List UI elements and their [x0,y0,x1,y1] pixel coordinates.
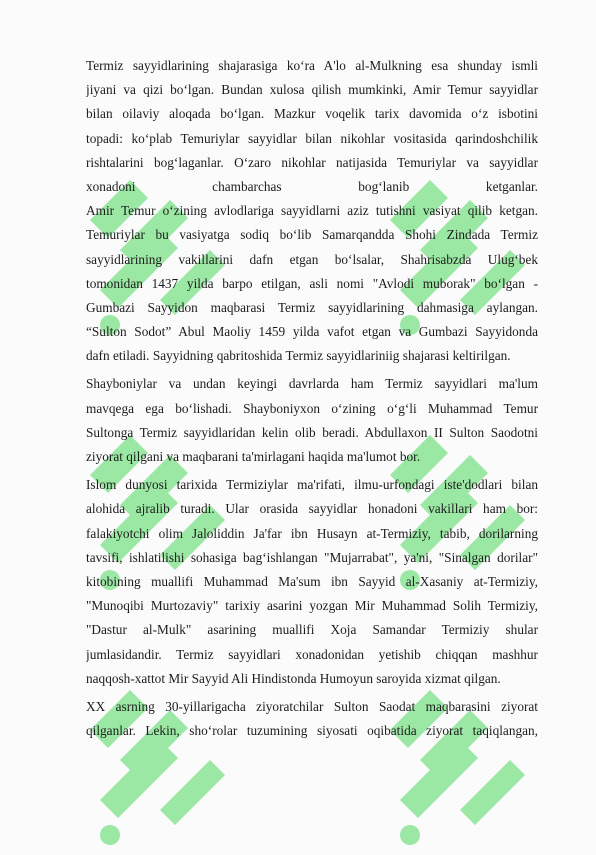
text-line: Termiz sayyidlarining shajarasiga ko‘ra A'lo al-Mulkning esa shunday ismli [86,58,538,73]
text-line: jumlasidandir. Termiz sayyidlari xonadonidan yetishib chiqqan mashhur [86,646,538,662]
paragraph [86,473,538,691]
paragraph [86,695,538,743]
text-line: “Sulton Sodot” Abul Maoliy 1459 yilda vafot etgan va Gumbazi Sayyidonda [86,324,538,340]
paragraph [86,372,538,469]
text-line: alohida ajralib turadi. Ular orasida sayyidlar honadoni vakillari ham bor: [86,501,538,517]
paragraph [86,54,538,368]
text-line: Sultonga Termiz sayyidlaridan kelin olib beradi. Abdullaxon II Sulton Saodotni [86,424,538,440]
text-line: tavsifi, ishlatilishi sohasiga bag‘ishlangan "Mujarrabat", ya'ni, "Sinalgan dorilar" [86,549,538,565]
text-line: bilan oilaviy aloqada bo‘lgan. Mazkur voqelik tarix davomida o‘z isbotini [86,106,538,122]
text-line: kitobining muallifi Muhammad Ma'sum ibn Sayyid al-Xasaniy at-Termiziy, [86,573,538,589]
text-line: Islom dunyosi tarixida Termiziylar ma'rifati, ilmu-urfondagi iste'dodlari bilan [86,477,538,493]
text-line: qilganlar. Lekin, sho‘rolar tuzumining siyosati oqibatida ziyorat taqiqlangan, [86,723,538,739]
text-line: Amir Temur o‘zining avlodlariga sayyidlarni aziz tutishni vasiyat qilib ketgan. [86,203,538,219]
text-line: jiyani va qizi bo‘lgan. Bundan xulosa qilish mumkinki, Amir Temur sayyidlar [86,82,538,98]
text-line: naqqosh-xattot Mir Sayyid Ali Hindistonda Humoyun saroyida xizmat qilgan. [86,670,501,686]
text-line: Shayboniylar va undan keyingi davrlarda ham Termiz sayyidlari ma'lum [86,376,538,392]
text-line: "Dastur al-Mulk" asarining muallifi Xoja Samandar Termiziy shular [86,622,538,638]
text-line: ziyorat qilgani va maqbarani ta'mirlagani haqida ma'lumot bor. [86,449,421,464]
text-line: dafn etiladi. Sayyidning qabritoshida Termiz sayyidlariniig shajarasi keltirilgan. [86,348,511,364]
text-line: tomonidan 1437 yilda barpo etilgan, asli nomi "Avlodi muborak" bo‘lgan - [86,275,538,291]
body-text [86,54,538,747]
text-line: XX asrning 30-yillarigacha ziyoratchilar Sulton Saodat maqbarasini ziyorat [86,698,538,714]
text-line: falakiyotchi olim Jaloliddin Ja'far ibn Husayn at-Termiziy, tabib, dorilarning [86,525,538,541]
text-line: topadi: ko‘plab Temuriylar sayyidlar bilan nikohlar vositasida qarindoshchilik [86,130,538,146]
text-line: mavqega ega bo‘lishadi. Shayboniyxon o‘zining o‘g‘li Muhammad Temur [86,400,538,416]
text-line: Temuriylar bu vasiyatga sodiq bo‘lib Samarqandda Shohi Zindada Termiz [86,227,538,243]
text-line: rishtalarini bog‘laganlar. O‘zaro nikohlar natijasida Temuriylar va sayyidlar [86,154,538,170]
text-line: Gumbazi Sayyidon maqbarasi Termiz sayyidlarining dahmasiga aylangan. [86,299,538,315]
text-line: sayyidlarining vakillarini dafn etgan bo‘lsalar, Shahrisabzda Ulug‘bek [86,251,538,267]
text-line: xonadoni chambarchas bog‘lanib ketganlar. [86,178,538,194]
text-line: "Munoqibi Murtozaviy" tarixiy asarini yozgan Mir Muhammad Solih Termiziy, [86,598,538,614]
